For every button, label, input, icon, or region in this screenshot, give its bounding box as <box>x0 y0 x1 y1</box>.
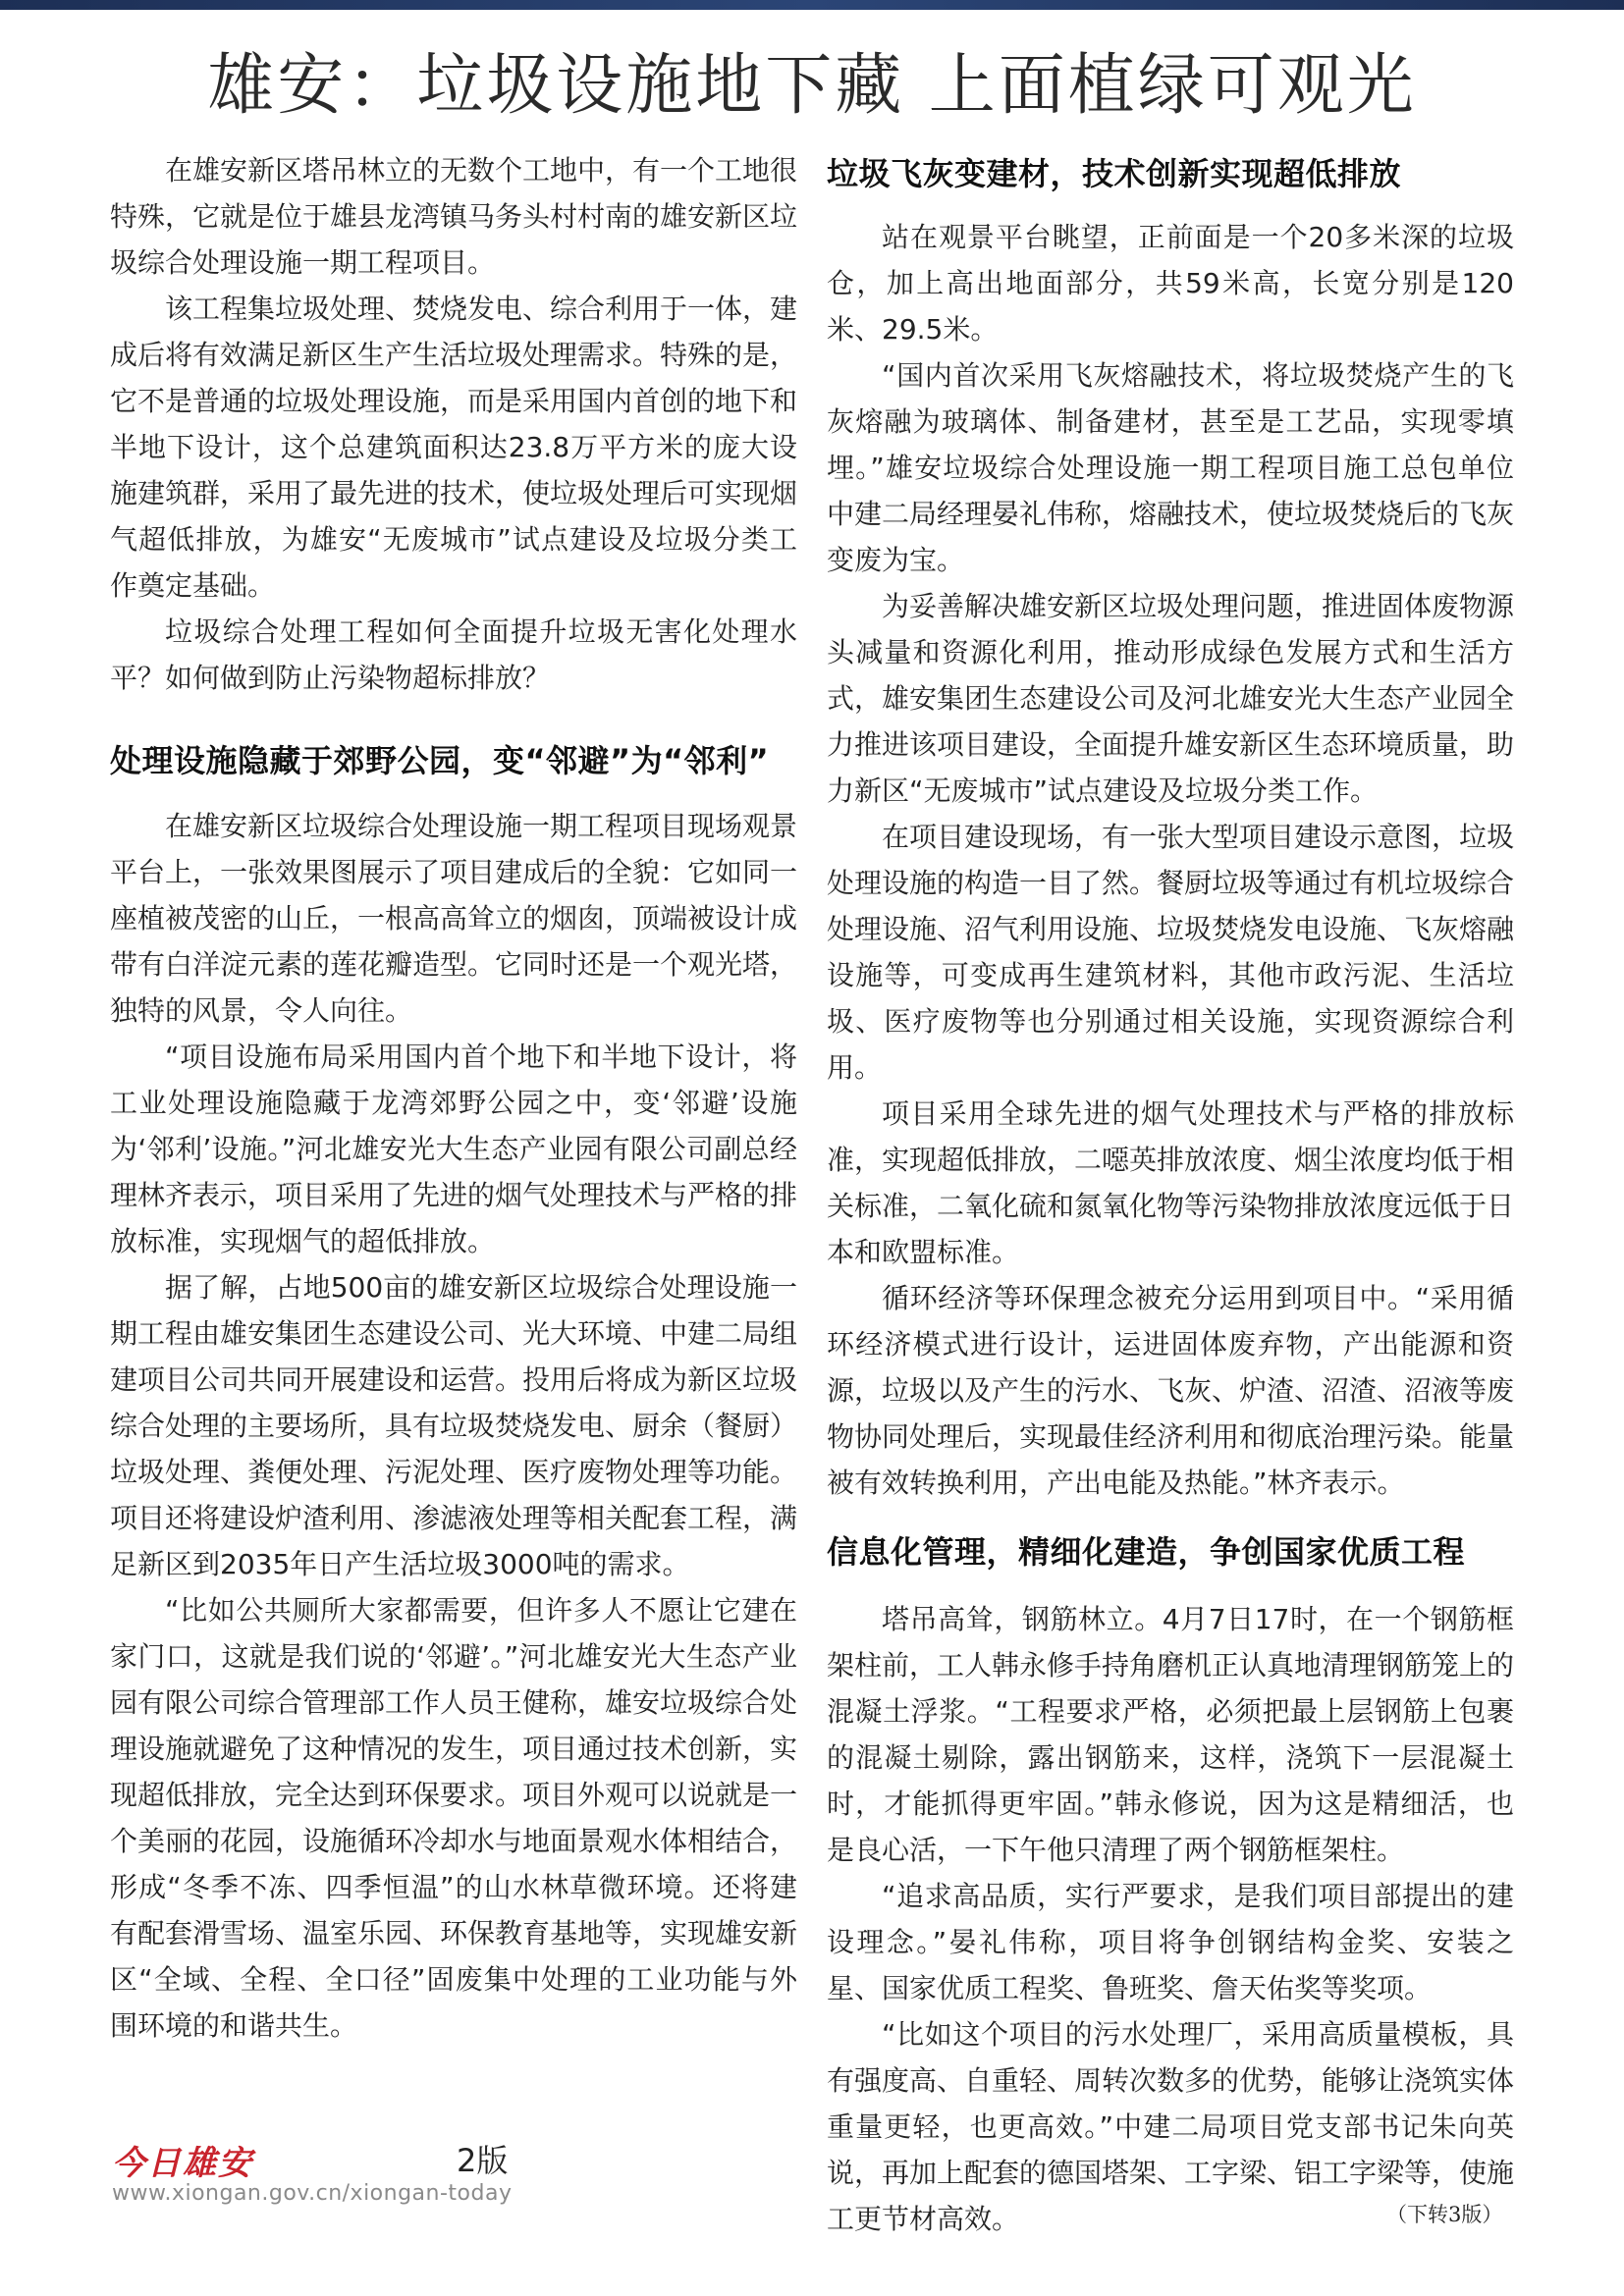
continued-note: （下转3版） <box>1386 2203 1503 2226</box>
section2-paragraph-4: 在项目建设现场，有一张大型项目建设示意图，垃圾处理设施的构造一目了然。餐厨垃圾等通过有机垃圾综合处理设施、沼气利用设施、垃圾焚烧发电设施、飞灰熔融设施等，可变成再生建筑材料，其他市政污泥、生活垃圾、医疗废物等也分别通过相关设施，实现资源综合利用。 <box>827 821 1515 1084</box>
section2-paragraph-2: “国内首次采用飞灰熔融技术，将垃圾焚烧产生的飞灰熔融为玻璃体、制备建材，甚至是工艺品，实现零填埋。”雄安垃圾综合处理设施一期工程项目施工总包单位中建二局经理晏礼伟称，熔融技术，使垃圾焚烧后的飞灰变废为宝。 <box>827 359 1515 576</box>
section2-paragraph-3: 为妥善解决雄安新区垃圾处理问题，推进固体废物源头减量和资源化利用，推动形成绿色发展方式和生活方式，雄安集团生态建设公司及河北雄安光大生态产业园全力推进该项目建设，全面提升雄安新区生态环境质量，助力新区“无废城市”试点建设及垃圾分类工作。 <box>827 590 1515 807</box>
section3-paragraph-3: “比如这个项目的污水处理厂，采用高质量模板，具有强度高、自重轻、周转次数多的优势，能够让浇筑实体重量更轻，也更高效。”中建二局项目党支部书记朱向英说，再加上配套的德国塔架、工字梁、铝工字梁等，使施工更节材高效。 <box>827 2018 1515 2235</box>
section-heading-1: 处理设施隐藏于郊野公园，变“邻避”为“邻利” <box>110 742 770 779</box>
section-heading-2: 垃圾飞灰变建材，技术创新实现超低排放 <box>827 155 1402 192</box>
section-heading-3: 信息化管理，精细化建造，争创国家优质工程 <box>827 1533 1466 1571</box>
section1-paragraph-2: “项目设施布局采用国内首个地下和半地下设计，将工业处理设施隐藏于龙湾郊野公园之中，变‘邻避’设施为‘邻利’设施。”河北雄安光大生态产业园有限公司副总经理林齐表示，项目采用了先进的烟气处理技术与严格的排放标准，实现烟气的超低排放。 <box>110 1041 798 1257</box>
left-column <box>110 147 797 2049</box>
page-headline: 雄安：垃圾设施地下藏 上面植绿可观光 <box>207 47 1417 125</box>
footer-url: www.xiongan.gov.cn/xiongan-today <box>112 2181 513 2206</box>
section1-paragraph-4: “比如公共厕所大家都需要，但许多人不愿让它建在家门口，这就是我们说的‘邻避’。”河北雄安光大生态产业园有限公司综合管理部工作人员王健称，雄安垃圾综合处理设施就避免了这种情况的发生，项目通过技术创新，实现超低排放，完全达到环保要求。项目外观可以说就是一个美丽的花园，设施循环冷却水与地面景观水体相结合，形成“冬季不冻、四季恒温”的山水林草微环境。还将建有配套滑雪场、温室乐园、环保教育基地等，实现雄安新区“全域、全程、全口径”固废集中处理的工业功能与外围环境的和谐共生。 <box>110 1594 798 2042</box>
section1-paragraph-3: 据了解，占地500亩的雄安新区垃圾综合处理设施一期工程由雄安集团生态建设公司、光大环境、中建二局组建项目公司共同开展建设和运营。投用后将成为新区垃圾综合处理的主要场所，具有垃圾焚烧发电、厨余（餐厨）垃圾处理、粪便处理、污泥处理、医疗废物处理等功能。项目还将建设炉渣利用、渗滤液处理等相关配套工程，满足新区到2035年日产生活垃圾3000吨的需求。 <box>110 1271 798 1580</box>
intro-paragraph-3: 垃圾综合处理工程如何全面提升垃圾无害化处理水平？如何做到防止污染物超标排放？ <box>110 615 797 694</box>
intro-paragraph-1: 在雄安新区塔吊林立的无数个工地中，有一个工地很特殊，它就是位于雄县龙湾镇马务头村村南的雄安新区垃圾综合处理设施一期工程项目。 <box>110 154 798 279</box>
section2-paragraph-6: 循环经济等环保理念被充分运用到项目中。“采用循环经济模式进行设计，运进固体废弃物，产出能源和资源，垃圾以及产生的污水、飞灰、炉渣、沼渣、沼液等废物协同处理后，实现最佳经济利用和彻底治理污染。能量被有效转换利用，产出电能及热能。”林齐表示。 <box>827 1282 1515 1499</box>
section1-paragraph-1: 在雄安新区垃圾综合处理设施一期工程项目现场观景平台上，一张效果图展示了项目建成后的全貌：它如同一座植被茂密的山丘，一根高高耸立的烟囱，顶端被设计成带有白洋淀元素的莲花瓣造型。它同时还是一个观光塔，独特的风景，令人向往。 <box>110 810 798 1027</box>
newspaper-logo: 今日雄安 <box>112 2144 253 2183</box>
right-column <box>827 147 1514 2242</box>
top-color-bar <box>0 0 1624 10</box>
section3-paragraph-2: “追求高品质，实行严要求，是我们项目部提出的建设理念。”晏礼伟称，项目将争创钢结构金奖、安装之星、国家优质工程奖、鲁班奖、詹天佑奖等奖项。 <box>827 1880 1514 2004</box>
section2-paragraph-5: 项目采用全球先进的烟气处理技术与严格的排放标准，实现超低排放，二噁英排放浓度、烟尘浓度均低于相关标准，二氧化硫和氮氧化物等污染物排放浓度远低于日本和欧盟标准。 <box>827 1097 1515 1268</box>
intro-paragraph-2: 该工程集垃圾处理、焚烧发电、综合利用于一体，建成后将有效满足新区生产生活垃圾处理需求。特殊的是，它不是普通的垃圾处理设施，而是采用国内首创的地下和半地下设计，这个总建筑面积达23.8万平方米的庞大设施建筑群，采用了最先进的技术，使垃圾处理后可实现烟气超低排放，为雄安“无废城市”试点建设及垃圾分类工作奠定基础。 <box>110 293 798 602</box>
section2-paragraph-1: 站在观景平台眺望，正前面是一个20多米深的垃圾仓，加上高出地面部分，共59米高，长宽分别是120米、29.5米。 <box>827 221 1514 346</box>
section3-paragraph-1: 塔吊高耸，钢筋林立。4月7日17时，在一个钢筋框架柱前，工人韩永修手持角磨机正认真地清理钢筋笼上的混凝土浮浆。“工程要求严格，必须把最上层钢筋上包裹的混凝土剔除，露出钢筋来，这样，浇筑下一层混凝土时，才能抓得更牢固。”韩永修说，因为这是精细活，也是良心活，一下午他只清理了两个钢筋框架柱。 <box>827 1603 1515 1866</box>
page-number: 2版 <box>457 2142 509 2179</box>
